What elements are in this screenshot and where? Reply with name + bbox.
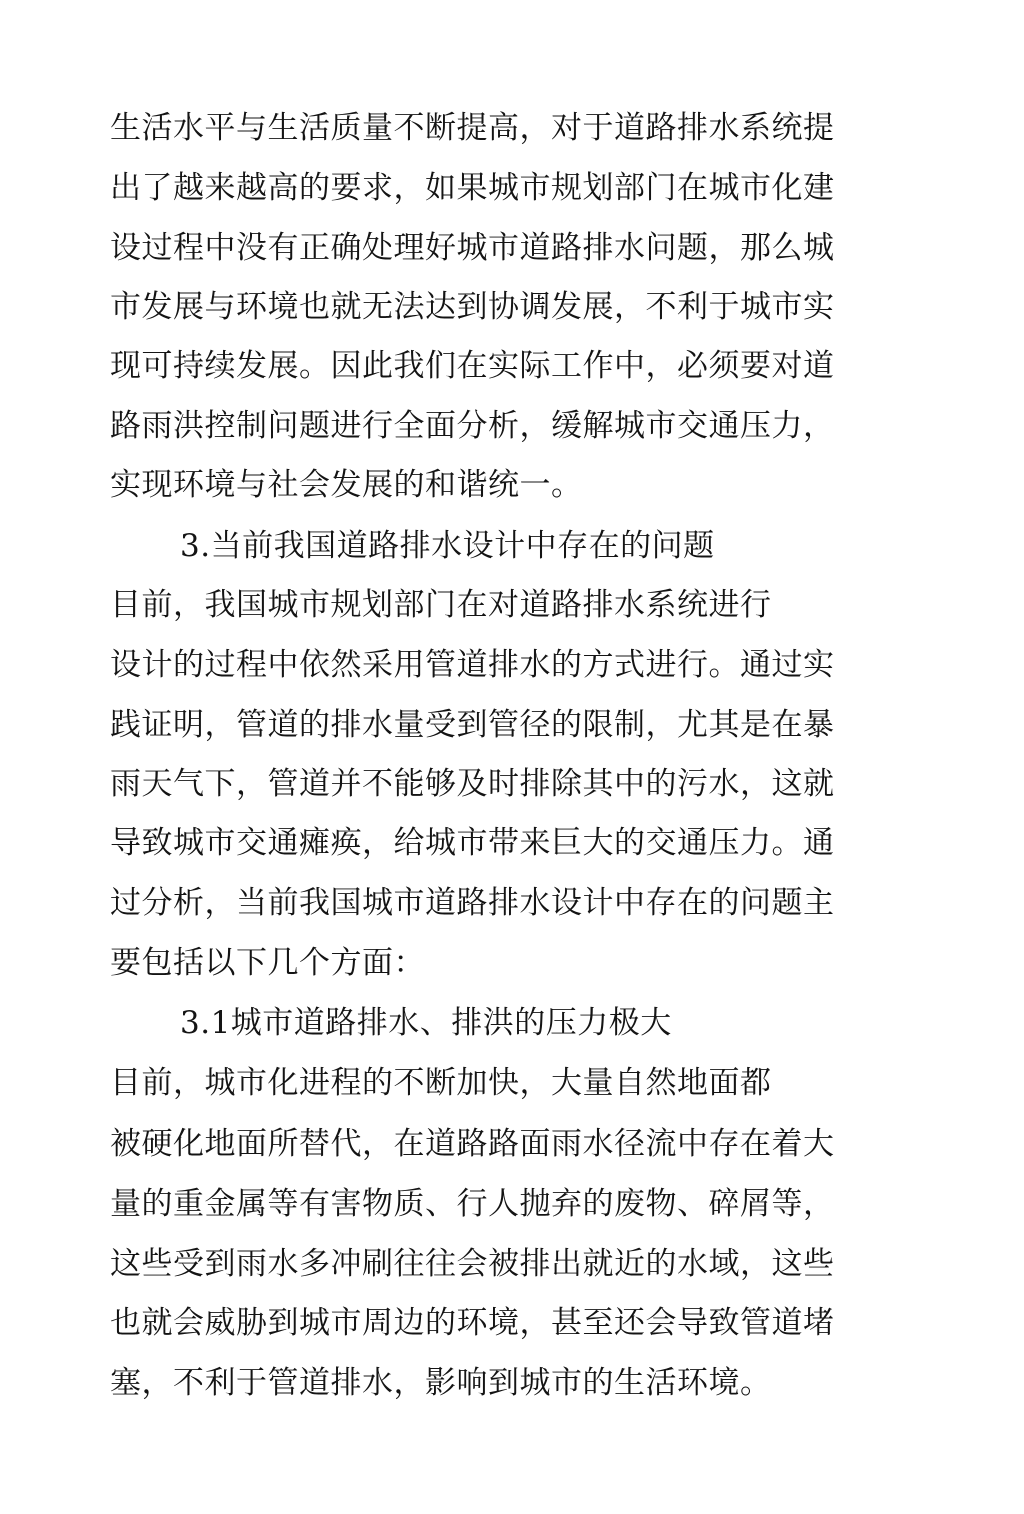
paragraph-line: 目前，城市化进程的不断加快，大量自然地面都 [110,1065,772,1101]
paragraph-line: 也就会威胁到城市周边的环境，甚至还会导致管道堵 [110,1305,835,1341]
paragraph-line: 过分析，当前我国城市道路排水设计中存在的问题主 [110,885,835,921]
section-heading: 3.当前我国道路排水设计中存在的问题 [180,528,715,564]
paragraph-line: 路雨洪控制问题进行全面分析，缓解城市交通压力， [110,408,835,444]
paragraph-line: 导致城市交通瘫痪，给城市带来巨大的交通压力。通 [110,825,835,861]
section-heading: 3.1城市道路排水、排洪的压力极大 [180,1005,672,1041]
paragraph-line: 出了越来越高的要求，如果城市规划部门在城市化建 [110,170,835,206]
paragraph-line: 实现环境与社会发展的和谐统一。 [110,467,583,503]
paragraph-line: 目前，我国城市规划部门在对道路排水系统进行 [110,587,772,623]
paragraph-line: 设计的过程中依然采用管道排水的方式进行。通过实 [110,647,835,683]
paragraph-line: 这些受到雨水多冲刷往往会被排出就近的水域，这些 [110,1246,835,1282]
paragraph-line: 要包括以下几个方面： [110,945,425,981]
paragraph-line: 量的重金属等有害物质、行人抛弃的废物、碎屑等， [110,1186,835,1222]
paragraph-line: 雨天气下，管道并不能够及时排除其中的污水，这就 [110,766,835,802]
paragraph-line: 被硬化地面所替代，在道路路面雨水径流中存在着大 [110,1126,835,1162]
paragraph-line: 塞，不利于管道排水，影响到城市的生活环境。 [110,1365,772,1401]
paragraph-line: 设过程中没有正确处理好城市道路排水问题，那么城 [110,230,835,266]
paragraph-line: 践证明，管道的排水量受到管径的限制，尤其是在暴 [110,707,835,743]
paragraph-line: 生活水平与生活质量不断提高，对于道路排水系统提 [110,110,835,146]
paragraph-line: 现可持续发展。因此我们在实际工作中，必须要对道 [110,348,835,384]
paragraph-line: 市发展与环境也就无法达到协调发展，不利于城市实 [110,289,835,325]
